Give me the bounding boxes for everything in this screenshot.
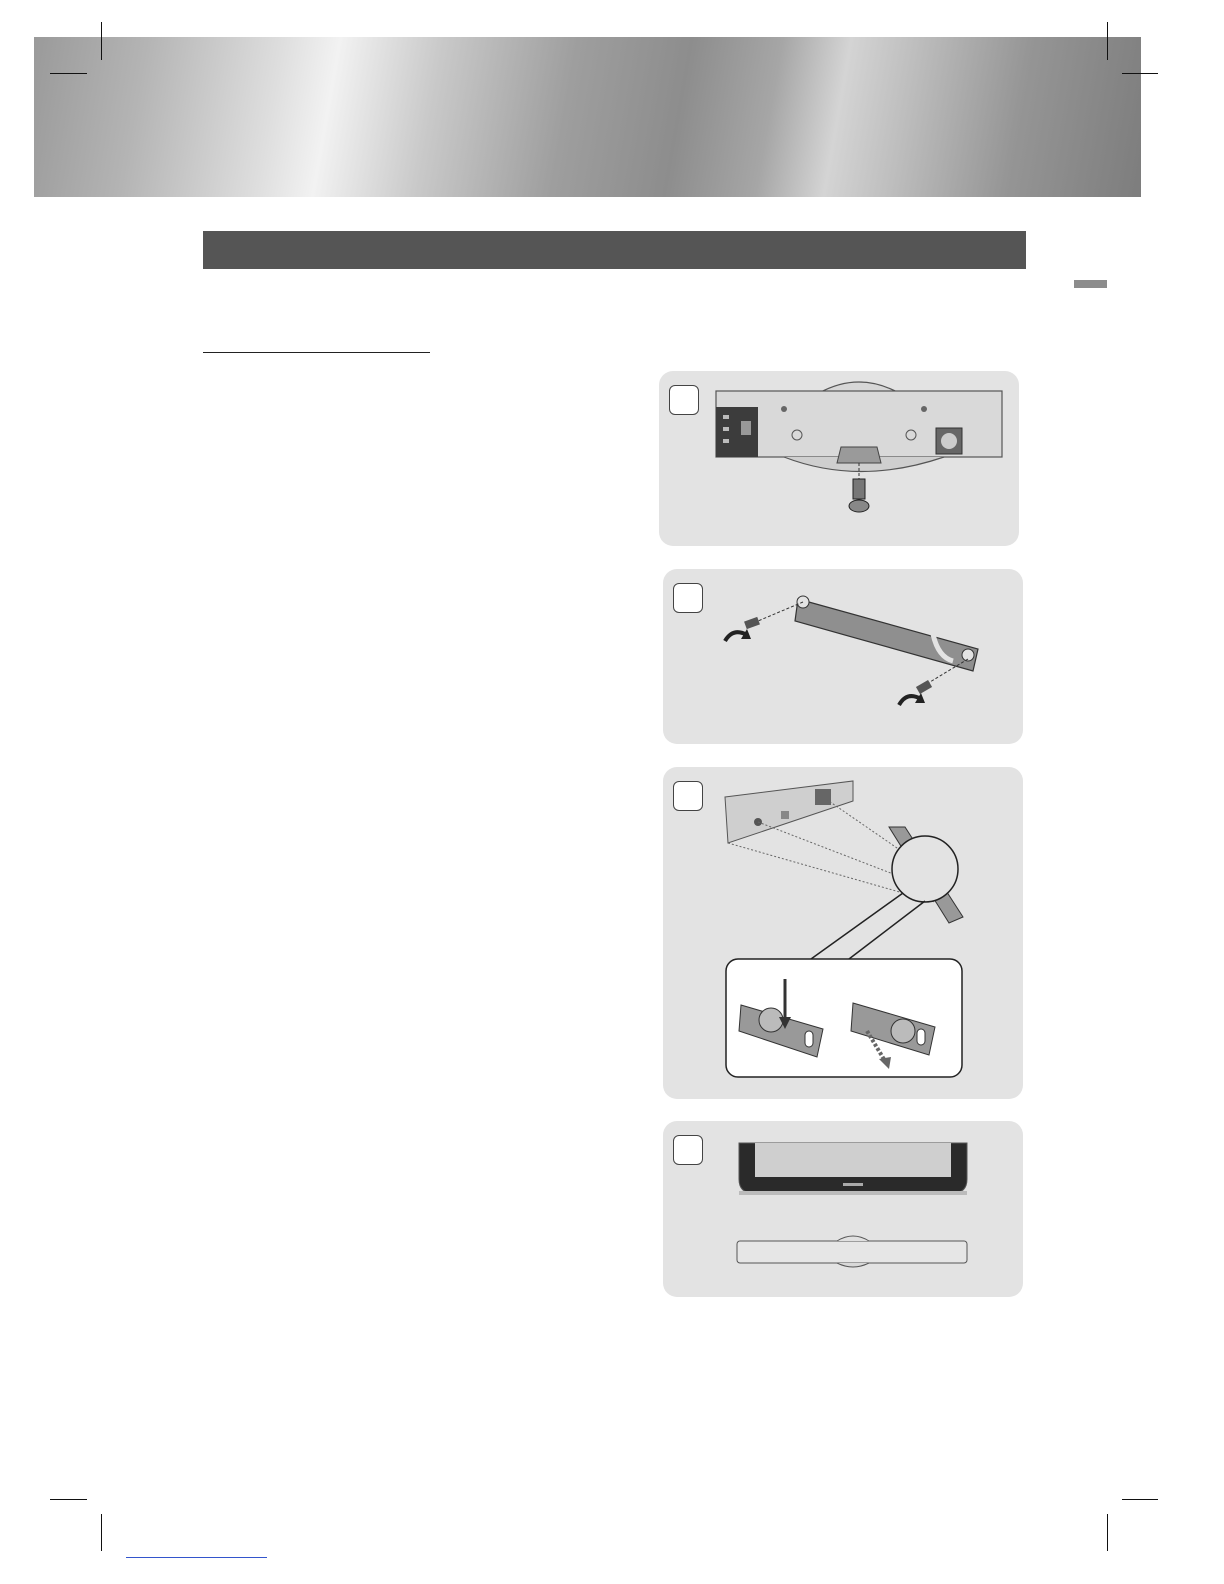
crop-mark-top-left-h [50, 73, 87, 74]
chapter-tab-marker [1074, 280, 1107, 288]
crop-mark-top-right-v [1107, 22, 1108, 60]
soundbar-under-tv-illustration [663, 1121, 1023, 1297]
header-banner [34, 37, 1141, 197]
bracket-hook-mount-illustration [663, 767, 1023, 1099]
crop-mark-top-right-h [1122, 73, 1158, 74]
figure-step-4 [663, 1121, 1023, 1297]
crop-mark-bottom-right-v [1107, 1514, 1108, 1551]
subsection-heading-underline [203, 352, 430, 353]
figure-step-2 [663, 569, 1023, 744]
footer-link-underline[interactable] [126, 1557, 267, 1558]
bracket-screw-attach-illustration [663, 569, 1023, 744]
section-title-bar [203, 231, 1026, 269]
figure-step-1 [659, 371, 1019, 546]
crop-mark-bottom-left-v [101, 1514, 102, 1551]
crop-mark-bottom-right-h [1122, 1499, 1158, 1500]
crop-mark-top-left-v [101, 22, 102, 60]
bracket-screw-removal-illustration [659, 371, 1019, 546]
crop-mark-bottom-left-h [50, 1499, 87, 1500]
figure-step-3 [663, 767, 1023, 1099]
